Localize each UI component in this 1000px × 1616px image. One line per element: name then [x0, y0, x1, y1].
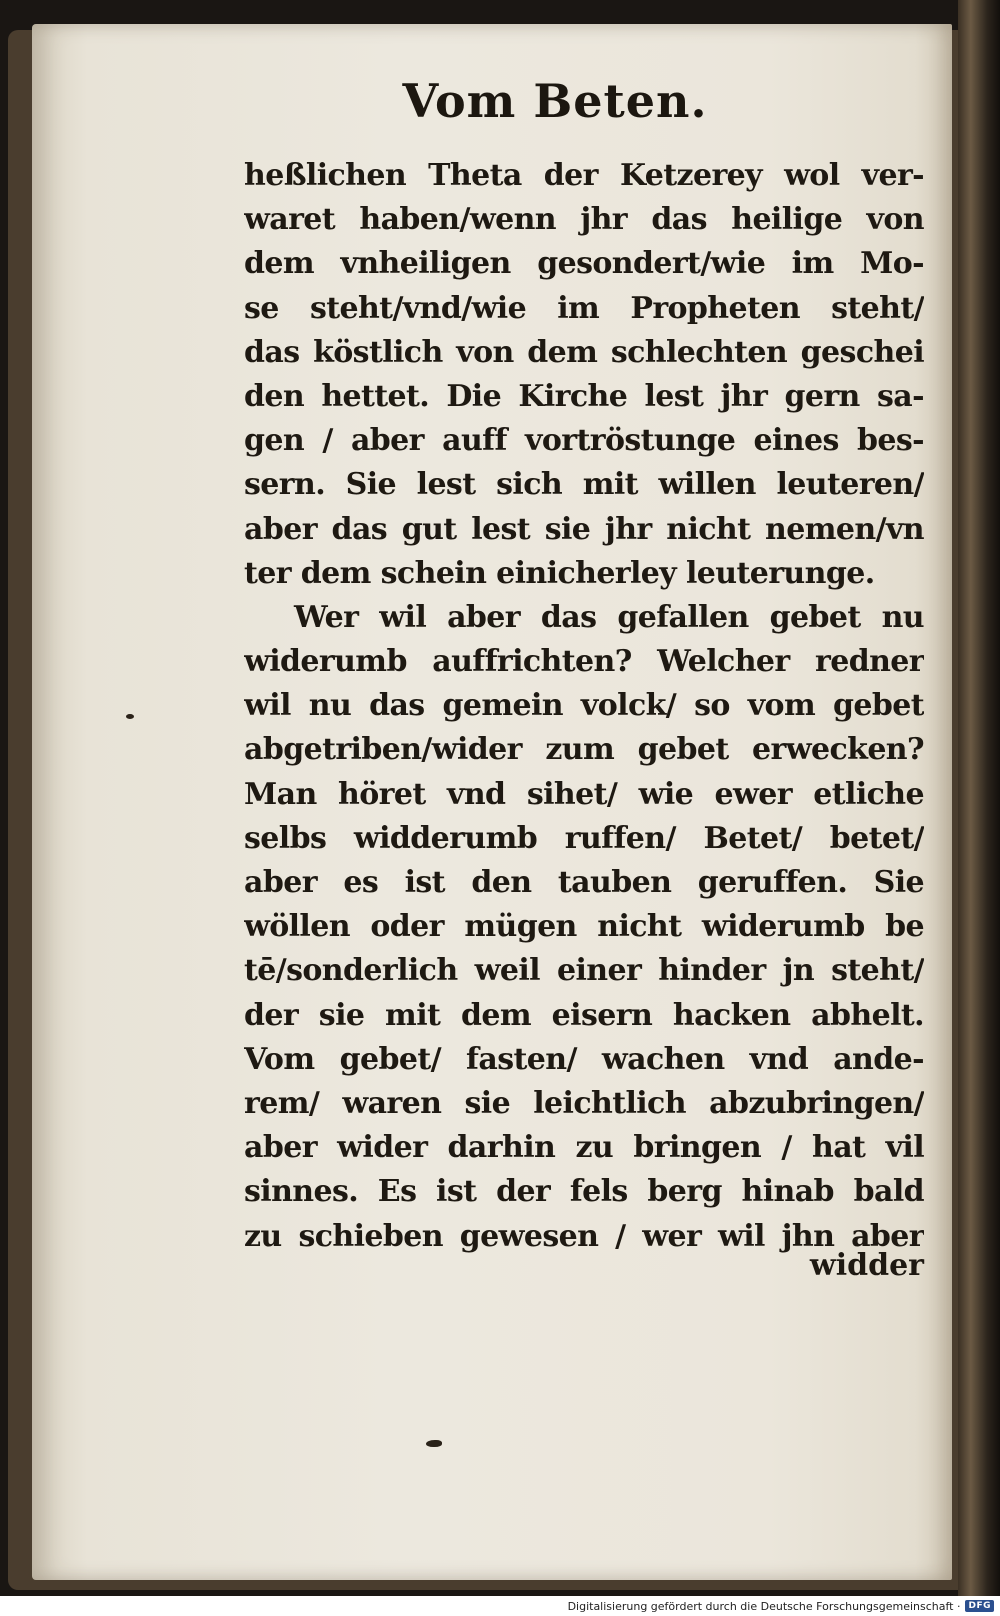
text-line: sinnes. Es ist der fels berg hinab bald [244, 1174, 924, 1210]
text-line: heßlichen Theta der Ketzerey wol ver- [244, 158, 924, 193]
ink-blot [126, 714, 134, 719]
text-line: wöllen oder mügen nicht widerumb be [244, 909, 924, 945]
ink-blot [426, 1440, 442, 1447]
text-line: waret haben/wenn jhr das heilige von [244, 202, 924, 238]
text-line: den hettet. Die Kirche lest jhr gern sa- [244, 378, 924, 414]
text-line: der sie mit dem eisern hacken abhelt. [244, 997, 924, 1033]
text-line: aber wider darhin zu bringen / hat vil [244, 1130, 924, 1166]
running-head: Vom Beten. [402, 74, 708, 128]
text-line: Man höret vnd sihet/ wie ewer etliche [244, 776, 924, 812]
body-text [244, 154, 924, 1259]
text-line: gen / aber auff vortröstunge eines bes- [244, 423, 924, 459]
book-spine [958, 0, 1000, 1596]
text-line: das köstlich von dem schlechten geschei [244, 334, 924, 370]
text-line: Vom gebet/ fasten/ wachen vnd ande- [244, 1041, 924, 1077]
text-line: se steht/vnd/wie im Propheten steht/ [244, 290, 924, 326]
footer-credit: Digitalisierung gefördert durch die Deutsche Forschungsgemeinschaft · [567, 1599, 961, 1613]
text-line: widerumb auffrichten? Welcher redner [244, 644, 924, 680]
text-line: wil nu das gemein volck/ so vom gebet [244, 688, 924, 724]
text-line: rem/ waren sie leichtlich abzubringen/ [244, 1085, 924, 1121]
text-line: ter dem schein einicherley leuterunge. [244, 555, 875, 591]
text-line: dem vnheiligen gesondert/wie im Mo- [244, 246, 924, 282]
dfg-logo: DFG [965, 1600, 994, 1612]
digitization-footer [0, 1596, 1000, 1616]
catchword: widder [809, 1248, 924, 1283]
text-line: tē/sonderlich weil einer hinder jn steht/ [244, 953, 924, 989]
text-line: sern. Sie lest sich mit willen leuteren/ [244, 467, 924, 503]
text-line: selbs widderumb ruffen/ Betet/ betet/ [244, 820, 924, 856]
text-line: aber das gut lest sie jhr nicht nemen/vn [244, 511, 924, 547]
text-line: aber es ist den tauben geruffen. Sie [244, 865, 924, 900]
text-line: abgetriben/wider zum gebet erwecken? [244, 732, 924, 768]
text-line: zu schieben gewesen / wer wil jhn aber [244, 1218, 924, 1254]
text-line: Wer wil aber das gefallen gebet nu [294, 599, 924, 635]
